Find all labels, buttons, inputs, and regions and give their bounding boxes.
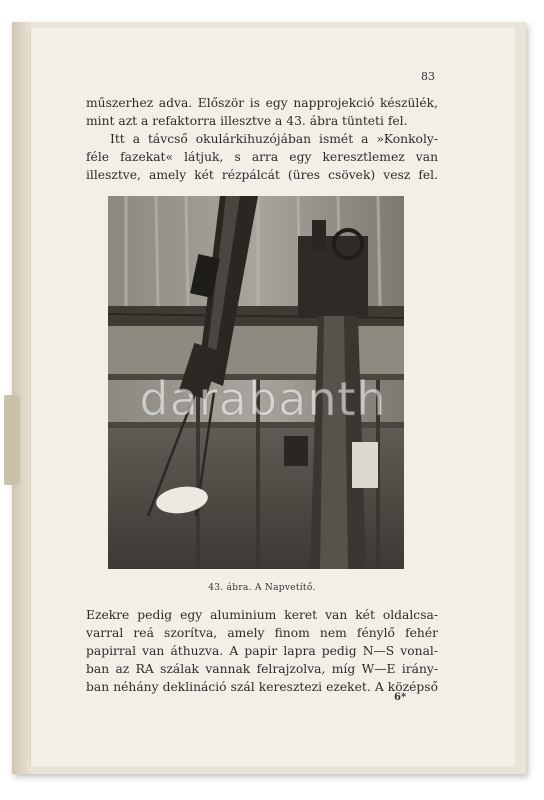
figure-photo-solar-projector [108,196,404,569]
text-line: ban néhány deklináció szál keresztezi ezeket. A középső [86,680,438,694]
text-line: Ezekre pedig egy aluminium keret van két oldalcsa- [86,608,438,622]
page-number: 83 [421,70,435,83]
watermark-text: darabanth [139,372,387,426]
binding-tab [4,395,20,485]
text-line: Itt a távcső okulárkihuzójában ismét a »Konkoly- [110,132,438,146]
text-line: papirral van áthuzva. A papir lapra pedig N—S vonal- [86,644,438,658]
telescope-photo [108,196,404,569]
figure-caption: 43. ábra. A Napvetítő. [208,583,316,593]
paragraph-bottom [86,606,438,696]
text-line: illesztve, amely két rézpálcát (üres csövek) vesz fel. [86,168,438,182]
text-line: varral reá szorítva, amely finom nem fénylő fehér [86,626,438,640]
paragraph-top [86,94,438,184]
text-line: mint azt a refaktorra illesztve a 43. ábra tünteti fel. [86,114,408,128]
text-line: műszerhez adva. Először is egy napprojekció készülék, [86,96,438,110]
text-line: féle fazekat« látjuk, s arra egy keresztlemez van [86,150,438,164]
signature-mark: 6* [394,692,407,703]
text-line: ban az RA szálak vannak felrajzolva, míg W—E irány- [86,662,438,676]
